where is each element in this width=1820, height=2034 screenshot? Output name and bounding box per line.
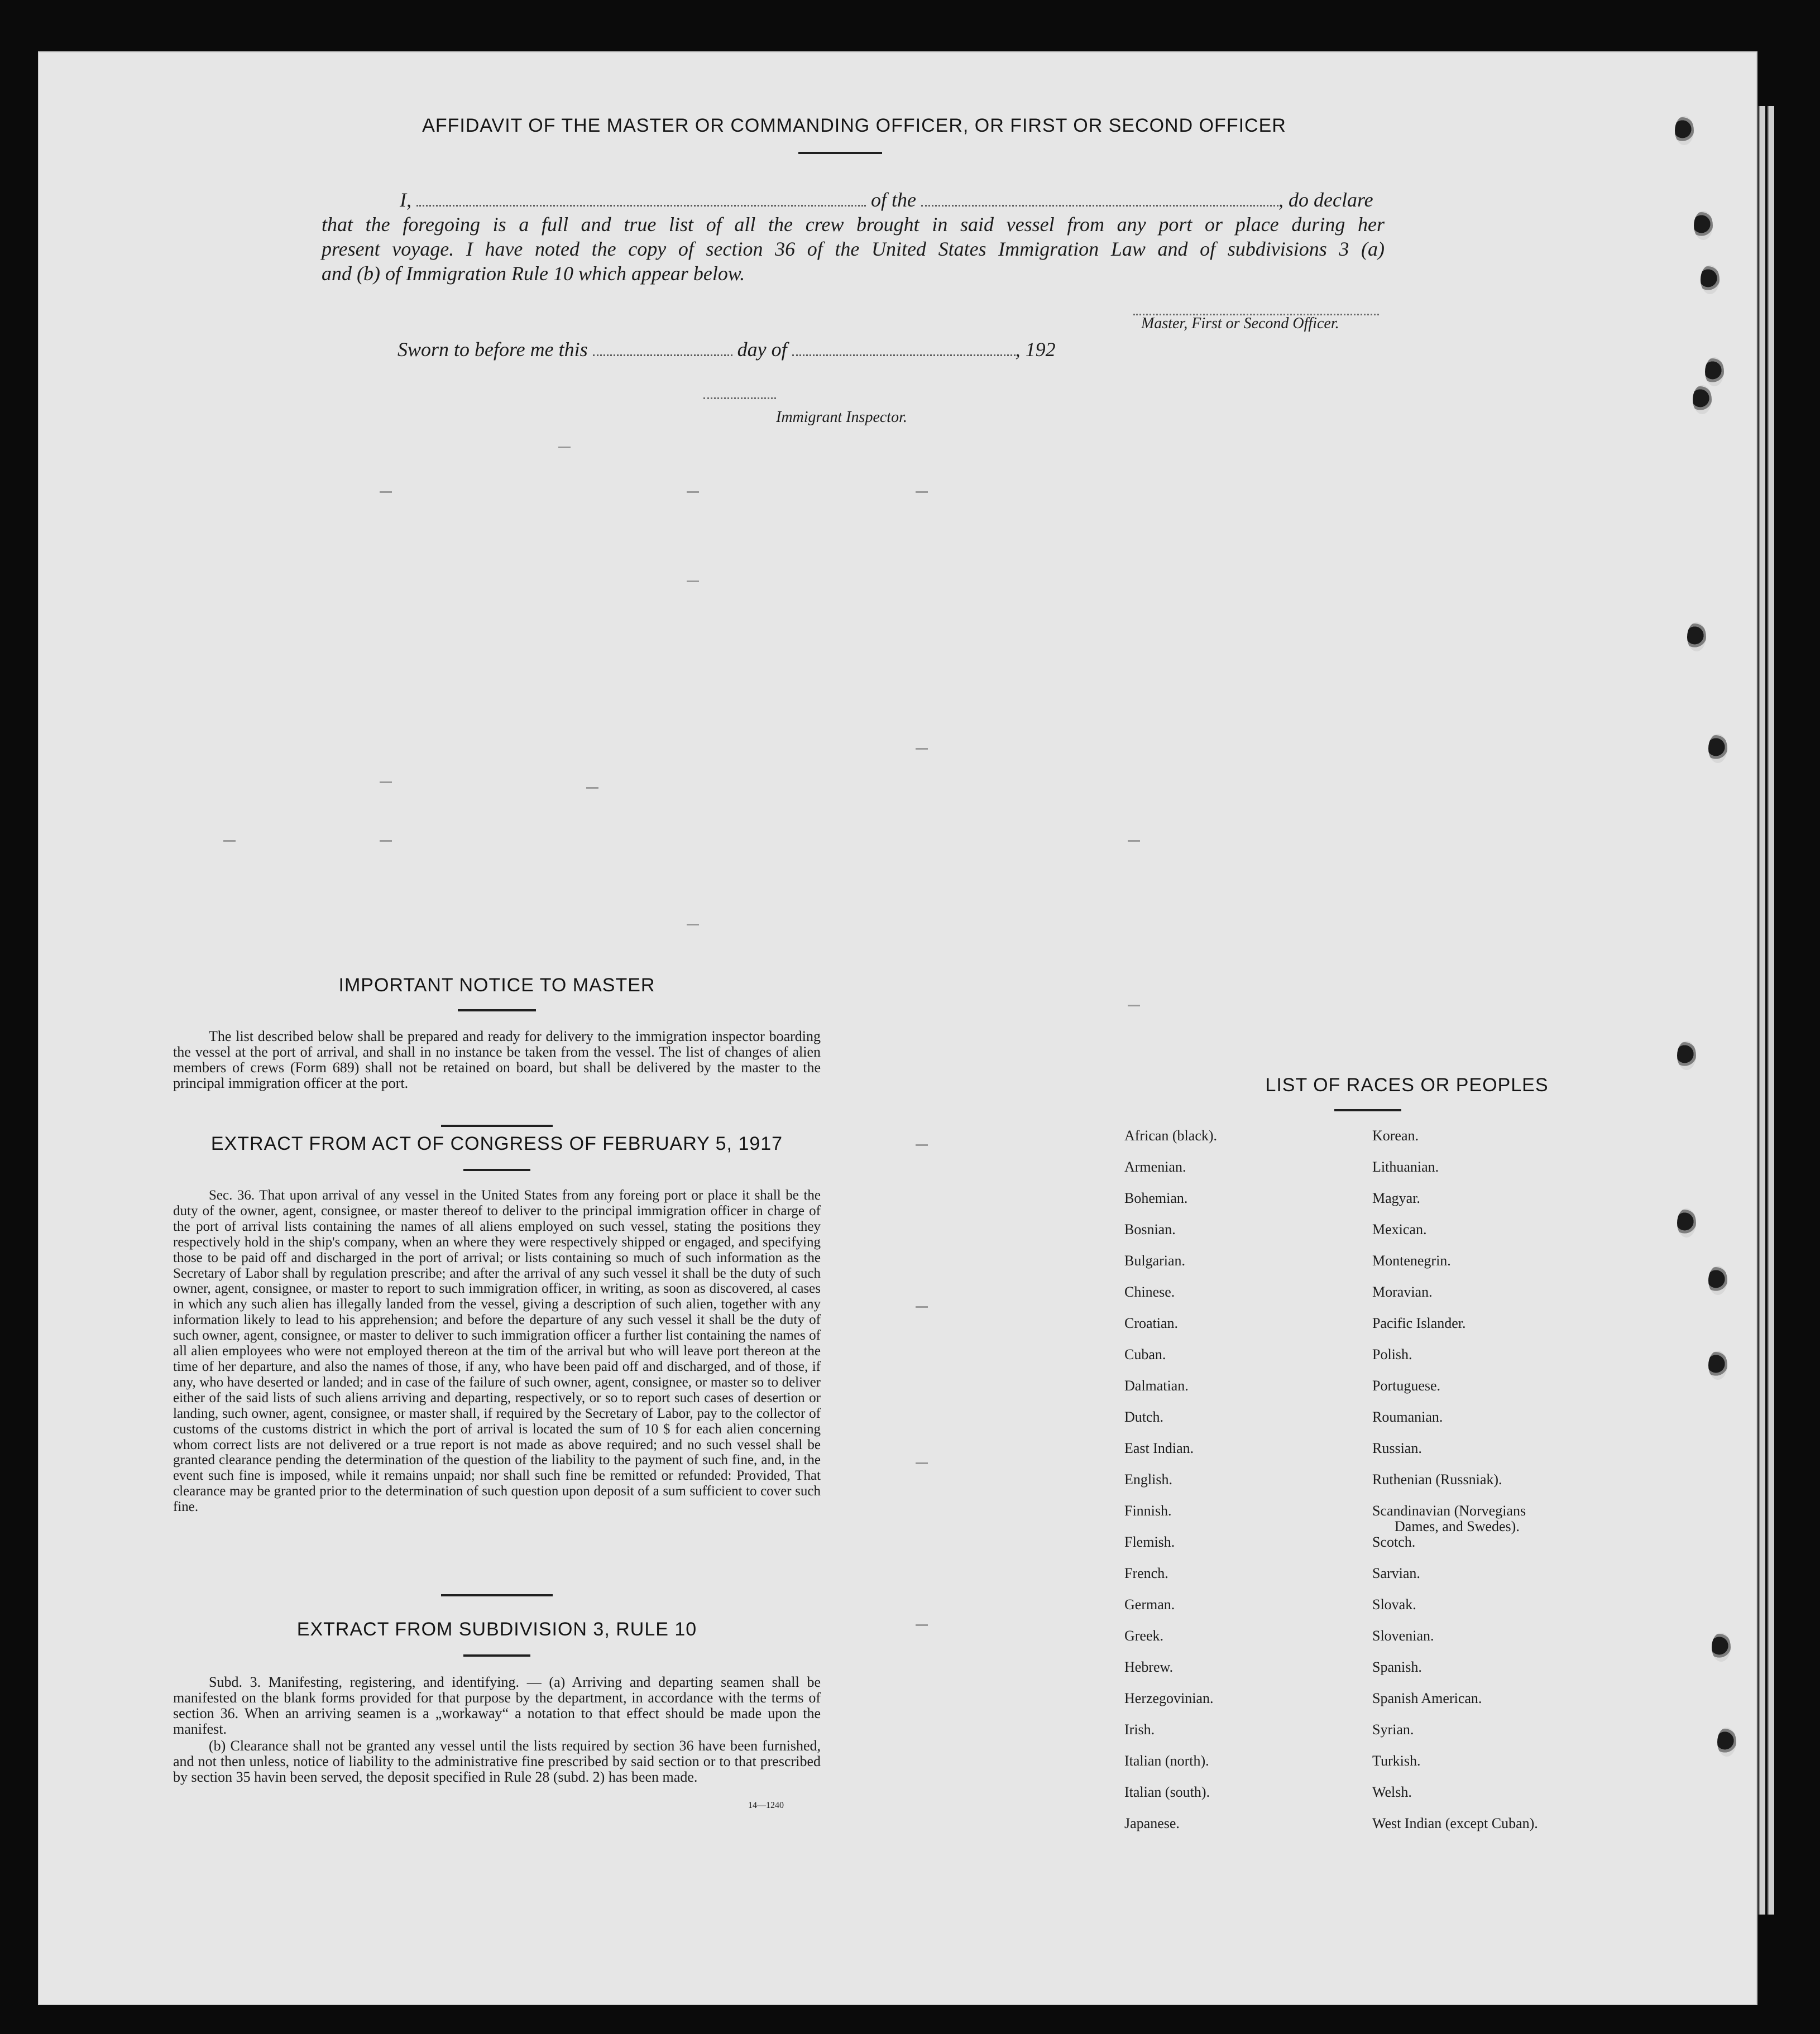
bleed-mark xyxy=(1128,1005,1140,1006)
form-number: 14—1240 xyxy=(748,1801,784,1810)
sworn-day-of: day of xyxy=(737,338,787,361)
bleed-mark xyxy=(916,1624,928,1626)
race-item: Russian. xyxy=(1372,1440,1422,1456)
inspector-signature-line[interactable] xyxy=(703,397,776,399)
race-item: Ruthenian (Russniak). xyxy=(1372,1471,1502,1488)
bleed-mark xyxy=(916,491,928,493)
punch-hole xyxy=(1693,385,1712,414)
bleed-mark xyxy=(558,447,571,448)
race-item: Irish. xyxy=(1124,1721,1155,1738)
races-title: LIST OF RACES OR PEOPLES xyxy=(1265,1074,1549,1096)
races-right-column xyxy=(1372,1128,1538,1846)
race-item: Slovenian. xyxy=(1372,1628,1434,1644)
punch-hole xyxy=(1694,211,1713,240)
race-item: Scandinavian (Norvegians xyxy=(1372,1503,1526,1519)
race-item: Slovak. xyxy=(1372,1596,1416,1613)
race-item: Hebrew. xyxy=(1124,1659,1174,1675)
race-item: Bulgarian. xyxy=(1124,1253,1186,1269)
section-divider xyxy=(441,1594,553,1596)
act-title: EXTRACT FROM ACT OF CONGRESS OF FEBRUARY 5, 1917 xyxy=(210,1133,783,1154)
declaration-line-4: and (b) of Immigration Rule 10 which appear below. xyxy=(322,262,745,285)
race-item: Italian (north). xyxy=(1124,1753,1209,1769)
bleed-mark xyxy=(687,924,699,925)
sworn-date-blank[interactable] xyxy=(593,340,732,356)
punch-hole xyxy=(1701,265,1720,294)
punch-hole xyxy=(1717,1728,1736,1757)
race-item: Spanish American. xyxy=(1372,1690,1482,1706)
affidavit-title: AFFIDAVIT OF THE MASTER OR COMMANDING OFFICER, OR FIRST OR SECOND OFFICER xyxy=(422,115,1286,136)
bleed-mark xyxy=(687,581,699,582)
name-blank[interactable] xyxy=(416,190,866,207)
bleed-mark xyxy=(916,1144,928,1146)
race-item: Magyar. xyxy=(1372,1190,1420,1206)
act-text: Sec. 36. That upon arrival of any vessel in the United States from any foreing port or place it shall be the duty of the owner, agent, consignee, or master thereof to deliver to the principal immigration officer in charge of the port of arrival lists containing the names of all aliens employed on such vessel, stating the positions they respectively hold in the ship's company, when an where they were respectively shipped or engaged, and specifying those to be paid off and discharged in the port of arrival; or lists containing so much of such information as the Secretary of Labor shall by regulation prescribe; and after the arrival of any such vessel it shall be the duty of such owner, agent, consignee, or master to report to such immigration officer, in writing, as soon as discovered, al cases in which any such alien has illegally landed from the vessel, giving a description of such alien, together with any information likely to lead to his apprehension; and before the departure of any such vessel it shall be the duty of such owner, agent, consignee, or master to deliver to such immigration officer a further list containing the names of all alien employees who were not employed thereon at the tim of the arrival but who will leave port thereon at the time of her departure, and also the names of those, if any, who have been paid off and discharged, and of those, if any, who have deserted or landed; and in case of the failure of such owner, agent, consignee, or master so to deliver either of the said lists of such aliens arriving and departing, respectively, or so to report such cases of desertion or landing, such owner, agent, consignee, or master shall, if required by the Secretary of Labor, pay to the collector of customs of the customs district in which the port of arrival is located the sum of 10 $ for each alien concerning whom correct lists are not delivered or a true report is not made as above required; and no such vessel shall be granted clearance pending the determination of the question of the liability to the payment of such fine, and, in the event such fine is imposed, while it remains unpaid; nor shall such fine be remitted or refunded: Provided, That clearance may be granted prior to the determination of such question upon deposit of a sum sufficient to cover such fine. xyxy=(173,1188,821,1515)
act-underline xyxy=(463,1169,530,1171)
race-item: Italian (south). xyxy=(1124,1784,1210,1800)
races-underline xyxy=(1334,1109,1401,1111)
declaration-line-1 xyxy=(400,188,1373,212)
notice-text: The list described below shall be prepared and ready for delivery to the immigration inspector boarding the vessel at the port of arrival, and shall in no instance be taken from the vessel. The list of changes of alien members of crews (Form 689) shall not be retained on board, but shall be delivered by the master to the principal immigration officer at the port. xyxy=(173,1028,821,1091)
bleed-mark xyxy=(687,491,699,493)
race-item: Armenian. xyxy=(1124,1159,1186,1175)
races-left-column xyxy=(1124,1128,1217,1846)
punch-hole xyxy=(1687,622,1706,651)
race-item: Japanese. xyxy=(1124,1815,1180,1831)
race-item: East Indian. xyxy=(1124,1440,1194,1456)
bleed-mark xyxy=(916,1462,928,1464)
race-item: Welsh. xyxy=(1372,1784,1412,1800)
signature-caption: Master, First or Second Officer. xyxy=(1141,315,1339,332)
race-item: Dalmatian. xyxy=(1124,1378,1189,1394)
race-item: Dames, and Swedes). xyxy=(1395,1518,1520,1534)
race-item: English. xyxy=(1124,1471,1172,1488)
race-item: Herzegovinian. xyxy=(1124,1690,1214,1706)
bleed-mark xyxy=(380,491,392,493)
punch-hole xyxy=(1708,1266,1727,1295)
punch-hole xyxy=(1708,1351,1727,1380)
vessel-blank[interactable] xyxy=(921,190,1278,207)
race-item: Roumanian. xyxy=(1372,1409,1443,1425)
race-item: Scotch. xyxy=(1372,1534,1416,1550)
race-item: Croatian. xyxy=(1124,1315,1179,1331)
race-item: Portuguese. xyxy=(1372,1378,1441,1394)
race-item: Sarvian. xyxy=(1372,1565,1420,1581)
race-item: West Indian (except Cuban). xyxy=(1372,1815,1538,1831)
page-edge xyxy=(1768,106,1774,1915)
bleed-mark xyxy=(586,787,598,789)
race-item: Montenegrin. xyxy=(1372,1253,1451,1269)
rule-title: EXTRACT FROM SUBDIVISION 3, RULE 10 xyxy=(296,1619,697,1640)
inspector-caption: Immigrant Inspector. xyxy=(776,409,907,426)
sworn-line xyxy=(397,337,1056,362)
rule-text-a: Subd. 3. Manifesting, registering, and identifying. — (a) Arriving and departing seamen shall be manifested on the blank forms provided for that purpose by the department, in accordance with the terms of section 36. When an arriving seamen is a „workaway“ a notation to that effect should be made upon the manifest. xyxy=(173,1674,821,1737)
notice-title: IMPORTANT NOTICE TO MASTER xyxy=(338,975,655,996)
race-item: Korean. xyxy=(1372,1128,1419,1144)
bleed-mark xyxy=(1128,840,1140,842)
section-divider xyxy=(441,1125,553,1127)
punch-hole xyxy=(1677,1208,1696,1237)
race-item: Moravian. xyxy=(1372,1284,1433,1300)
sworn-prefix: Sworn to before me this xyxy=(397,338,588,361)
rule-text-b: (b) Clearance shall not be granted any vessel until the lists required by section 36 have been furnished, and not then unless, notice of liability to the administrative fine prescribed by said section or to that prescribed by section 35 havin been served, the deposit specified in Rule 28 (subd. 2) has been made. xyxy=(173,1738,821,1785)
declaration-line-3: present voyage. I have noted the copy of section 36 of the United States Immigration Law and of subdivisions 3 (a) xyxy=(322,238,1385,260)
punch-hole xyxy=(1675,116,1694,145)
declaration-i: I, xyxy=(400,189,411,211)
declaration-line-2: that the foregoing is a full and true list of all the crew brought in said vessel from any port or place during her xyxy=(322,213,1385,236)
rule-underline xyxy=(463,1654,530,1657)
bleed-mark xyxy=(916,748,928,750)
sworn-month-blank[interactable] xyxy=(792,340,1016,356)
race-item: German. xyxy=(1124,1596,1175,1613)
race-item: Spanish. xyxy=(1372,1659,1422,1675)
race-item: Chinese. xyxy=(1124,1284,1175,1300)
race-item: Pacific Islander. xyxy=(1372,1315,1466,1331)
race-item: Greek. xyxy=(1124,1628,1164,1644)
race-item: Mexican. xyxy=(1372,1221,1427,1237)
race-item: Dutch. xyxy=(1124,1409,1164,1425)
punch-hole xyxy=(1677,1041,1696,1070)
page-edge xyxy=(1759,106,1765,1915)
punch-hole xyxy=(1708,734,1727,763)
bleed-mark xyxy=(223,840,236,842)
race-item: Lithuanian. xyxy=(1372,1159,1439,1175)
bleed-mark xyxy=(916,1306,928,1308)
race-item: French. xyxy=(1124,1565,1168,1581)
race-item: Cuban. xyxy=(1124,1346,1166,1363)
race-item: Flemish. xyxy=(1124,1534,1175,1550)
race-item: Polish. xyxy=(1372,1346,1412,1363)
race-item: Bohemian. xyxy=(1124,1190,1188,1206)
sworn-year: , 192 xyxy=(1015,338,1056,361)
declaration-of-the: of the xyxy=(871,189,916,211)
declaration-do-declare: , do declare xyxy=(1278,189,1373,211)
bleed-mark xyxy=(380,840,392,842)
bleed-mark xyxy=(380,781,392,783)
punch-hole xyxy=(1712,1633,1731,1662)
notice-underline xyxy=(458,1009,536,1011)
title-underline xyxy=(798,152,882,154)
race-item: African (black). xyxy=(1124,1128,1218,1144)
race-item: Turkish. xyxy=(1372,1753,1421,1769)
race-item: Syrian. xyxy=(1372,1721,1414,1738)
race-item: Finnish. xyxy=(1124,1503,1172,1519)
race-item: Bosnian. xyxy=(1124,1221,1176,1237)
punch-hole xyxy=(1705,357,1724,386)
